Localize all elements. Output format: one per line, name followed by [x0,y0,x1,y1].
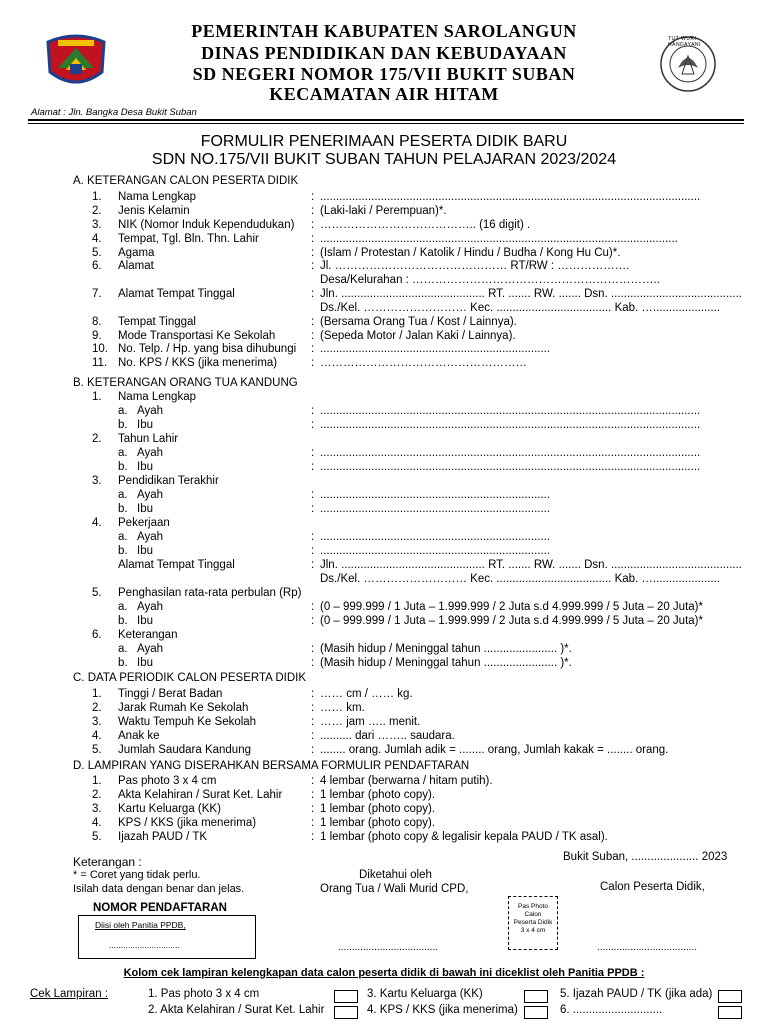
header-line-2: DINAS PENDIDIKAN DAN KEBUDAYAAN [201,43,567,63]
field-colon: : [311,461,315,473]
diisi-panitia: Diisi oleh Panitia PPDB, [95,920,186,930]
checkbox-kk[interactable] [524,990,548,1003]
field-label: No. KPS / KKS (jika menerima) [118,357,278,369]
row-number: 1. [92,391,102,403]
checkbox-lainnya[interactable] [718,1006,742,1019]
row-number: 1. [92,775,102,787]
cek-item-1: 1. Pas photo 3 x 4 cm [148,988,260,1000]
signature-calon: .................................... [597,942,698,953]
section-d-heading: D. LAMPIRAN YANG DISERAHKAN BERSAMA FORMULIR PENDAFTARAN [73,760,470,772]
field-label: Keterangan [118,629,178,641]
field-colon: : [311,702,315,714]
field-value[interactable]: 1 lembar (photo copy). [320,789,436,801]
field-colon: : [311,489,315,501]
field-label: Nama Lengkap [118,191,196,203]
checkbox-akta[interactable] [334,1006,358,1019]
field-label: Ibu [137,419,153,431]
row-number: 2. [92,433,102,445]
row-number: 6. [92,260,102,272]
cek-item-5: 5. Ijazah PAUD / TK (jika ada) [560,988,713,1000]
row-number: 2. [92,789,102,801]
field-label: No. Telp. / Hp. yang bisa dihubungi [118,343,297,355]
field-colon: : [311,419,315,431]
field-label: Jarak Rumah Ke Sekolah [118,702,249,714]
field-value[interactable]: (Sepeda Motor / Jalan Kaki / Lainnya). [320,330,516,342]
row-number: 2. [92,702,102,714]
field-value[interactable]: ....................................................................................................................... [320,191,701,203]
field-value[interactable]: ........................................................................ [320,545,551,557]
field-value[interactable]: ........................................................................ [320,343,551,355]
field-colon: : [311,205,315,217]
field-value[interactable]: …… km. [320,702,365,714]
field-value[interactable]: (Bersama Orang Tua / Kost / Lainnya). [320,316,517,328]
field-value[interactable]: Jln. ............................................. RT. ....... RW. ....... Dsn. ......................................... [320,288,742,300]
field-label: Akta Kelahiran / Surat Ket. Lahir [118,789,283,801]
field-label: Alamat Tempat Tinggal [118,559,235,571]
pas-photo-box [508,896,558,950]
field-value[interactable]: ........................................................................ [320,531,551,543]
sub-letter: a. [118,489,128,501]
field-value[interactable]: Desa/Kelurahan : ……………………………………………………….. [320,274,660,286]
keterangan-label: Keterangan : [73,855,142,869]
row-number: 4. [92,517,102,529]
sub-letter: b. [118,615,128,627]
field-label: Ibu [137,461,153,473]
field-value[interactable]: (0 – 999.999 / 1 Juta – 1.999.999 / 2 Juta s.d 4.999.999 / 5 Juta – 20 Juta)* [320,601,703,613]
row-number: 6. [92,629,102,641]
field-colon: : [311,775,315,787]
note-coret: * = Coret yang tidak perlu. [73,869,201,881]
field-colon: : [311,817,315,829]
field-label: Tinggi / Berat Badan [118,688,223,700]
sub-letter: b. [118,461,128,473]
row-number: 5. [92,744,102,756]
nomor-pendaftaran-label: NOMOR PENDAFTARAN [93,902,227,914]
field-value[interactable]: Jl. ……………………………………… RT/RW : ………………. [320,260,630,272]
section-c-heading: C. DATA PERIODIK CALON PESERTA DIDIK [73,672,307,684]
field-label: Ibu [137,615,153,627]
row-number: 5. [92,247,102,259]
field-value[interactable]: ........ orang. Jumlah adik = ........ orang, Jumlah kakak = ........ orang. [320,744,669,756]
field-colon: : [311,615,315,627]
cek-item-4: 4. KPS / KKS (jika menerima) [367,1004,518,1016]
field-label: Ibu [137,657,153,669]
cek-item-3: 3. Kartu Keluarga (KK) [367,988,483,1000]
field-colon: : [311,343,315,355]
field-label: Pas photo 3 x 4 cm [118,775,217,787]
field-colon: : [311,803,315,815]
header-divider-thin [28,123,744,124]
orangtua-label: Orang Tua / Wali Murid CPD, [320,883,469,895]
field-label: Ibu [137,545,153,557]
field-value[interactable]: …… jam ….. menit. [320,716,421,728]
field-label: Kartu Keluarga (KK) [118,803,221,815]
field-colon: : [311,716,315,728]
field-label: Pendidikan Terakhir [118,475,219,487]
field-colon: : [311,531,315,543]
field-colon: : [311,233,315,245]
row-number: 2. [92,205,102,217]
field-colon: : [311,330,315,342]
field-value[interactable]: 1 lembar (photo copy & legalisir kepala PAUD / TK asal). [320,831,608,843]
field-label: Nama Lengkap [118,391,196,403]
field-label: Ayah [137,601,164,613]
checkbox-kps[interactable] [524,1006,548,1019]
row-number: 5. [92,587,102,599]
field-value[interactable]: ....................................................................................................................... [320,405,701,417]
row-number: 4. [92,817,102,829]
field-colon: : [311,260,315,272]
sub-letter: a. [118,447,128,459]
field-label: KPS / KKS (jika menerima) [118,817,257,829]
field-label: Ayah [137,643,164,655]
field-label: Agama [118,247,155,259]
header-line-1: PEMERINTAH KABUPATEN SAROLANGUN [191,21,577,41]
cek-item-2: 2. Akta Kelahiran / Surat Ket. Lahir [148,1004,325,1016]
sub-letter: a. [118,405,128,417]
field-label: NIK (Nomor Induk Kependudukan) [118,219,295,231]
field-label: Anak ke [118,730,160,742]
row-number: 10. [92,343,108,355]
field-label: Tempat Tinggal [118,316,196,328]
field-label: Ayah [137,447,164,459]
field-label: Ijazah PAUD / TK [118,831,208,843]
field-label: Penghasilan rata-rata perbulan (Rp) [118,587,302,599]
header-divider [28,119,744,121]
diisi-dots: .............................. [109,940,180,950]
row-number: 3. [92,803,102,815]
row-number: 3. [92,219,102,231]
field-value[interactable]: 4 lembar (berwarna / hitam putih). [320,775,493,787]
field-value[interactable]: 1 lembar (photo copy). [320,803,436,815]
kolom-cek-heading: Kolom cek lampiran kelengkapan data calon peserta didik di bawah ini diceklist oleh Panitia PPDB : [123,967,645,979]
field-colon: : [311,831,315,843]
field-value[interactable]: …… cm / …… kg. [320,688,413,700]
field-value[interactable]: ........................................................................ [320,489,551,501]
form-title-line-1: FORMULIR PENERIMAAN PESERTA DIDIK BARU [200,133,568,150]
field-label: Ibu [137,503,153,515]
field-value[interactable]: ................................................................................................................ [320,233,678,245]
field-value[interactable]: 1 lembar (photo copy). [320,817,436,829]
photo-text-1: Pas Photo [518,903,548,910]
row-number: 8. [92,316,102,328]
field-value[interactable]: Ds./Kel. ……………………… Kec. .................................... Kab. …..................... [320,302,721,314]
field-value[interactable]: Jln. ............................................. RT. ....... RW. ....... Dsn. ......................................... [320,559,742,571]
header-line-3: SD NEGERI NOMOR 175/VII BUKIT SUBAN [192,64,576,84]
field-value[interactable]: ....................................................................................................................... [320,447,701,459]
row-number: 7. [92,288,102,300]
field-value[interactable]: (Islam / Protestan / Katolik / Hindu / Budha / Kong Hu Cu)*. [320,247,621,259]
field-colon: : [311,657,315,669]
sub-letter: b. [118,545,128,557]
row-number: 4. [92,233,102,245]
field-colon: : [311,503,315,515]
checkbox-pas-photo[interactable] [334,990,358,1003]
row-number: 3. [92,475,102,487]
field-colon: : [311,601,315,613]
sub-letter: b. [118,503,128,515]
field-value[interactable]: .......... dari …….. saudara. [320,730,455,742]
field-label: Ayah [137,489,164,501]
nomor-pendaftaran-box[interactable] [78,915,256,959]
field-value[interactable]: Ds./Kel. ……………………… Kec. .................................... Kab. …..................... [320,573,721,585]
sub-letter: a. [118,531,128,543]
field-label: Ayah [137,405,164,417]
field-colon: : [311,288,315,300]
cek-lampiran-label: Cek Lampiran : [30,988,108,1000]
calon-label: Calon Peserta Didik, [600,881,705,893]
field-colon: : [311,447,315,459]
row-number: 9. [92,330,102,342]
field-value[interactable]: (Masih hidup / Meninggal tahun ....................... )*. [320,643,572,655]
field-colon: : [311,545,315,557]
field-value[interactable]: ………………………………….. (16 digit) . [320,219,531,231]
sub-letter: a. [118,601,128,613]
note-isilah: Isilah data dengan benar dan jelas. [73,883,245,895]
field-label: Ayah [137,531,164,543]
row-number: 4. [92,730,102,742]
sub-letter: b. [118,419,128,431]
field-colon: : [311,316,315,328]
diketahui-label: Diketahui oleh [359,869,432,881]
row-number: 1. [92,688,102,700]
field-label: Alamat [118,260,154,272]
row-number: 3. [92,716,102,728]
field-colon: : [311,191,315,203]
right-logo-text: TUT WURI HANDAYANI [668,36,701,48]
field-colon: : [311,688,315,700]
field-value[interactable]: ……………………………………………… [320,357,527,369]
field-label: Alamat Tempat Tinggal [118,288,235,300]
field-label: Tahun Lahir [118,433,179,445]
photo-text-4: 3 x 4 cm [520,927,546,934]
field-colon: : [311,219,315,231]
header-line-4: KECAMATAN AIR HITAM [269,84,499,104]
row-number: 11. [92,357,108,369]
field-value[interactable]: (0 – 999.999 / 1 Juta – 1.999.999 / 2 Juta s.d 4.999.999 / 5 Juta – 20 Juta)* [320,615,703,627]
field-colon: : [311,559,315,571]
cek-item-6: 6. ............................ [560,1004,663,1016]
field-colon: : [311,247,315,259]
field-colon: : [311,643,315,655]
field-label: Mode Transportasi Ke Sekolah [118,330,276,342]
row-number: 1. [92,191,102,203]
photo-text-3: Peserta Didik [513,919,553,926]
row-number: 5. [92,831,102,843]
section-a-heading: A. KETERANGAN CALON PESERTA DIDIK [73,175,299,187]
school-address: Alamat : Jln. Bangka Desa Bukit Suban [31,107,197,118]
field-colon: : [311,744,315,756]
place-date: Bukit Suban, ..................... 2023 [563,851,728,863]
sub-letter: a. [118,643,128,655]
field-label: Waktu Tempuh Ke Sekolah [118,716,257,728]
field-colon: : [311,405,315,417]
field-label: Tempat, Tgl. Bln. Thn. Lahir [118,233,259,245]
field-label: Jumlah Saudara Kandung [118,744,251,756]
field-value[interactable]: (Masih hidup / Meninggal tahun ....................... )*. [320,657,572,669]
sub-letter: b. [118,657,128,669]
field-value[interactable]: ....................................................................................................................... [320,419,701,431]
form-title-line-2: SDN NO.175/VII BUKIT SUBAN TAHUN PELAJARAN 2023/2024 [151,151,617,168]
checkbox-ijazah[interactable] [718,990,742,1003]
photo-text-2: Calon [524,911,542,918]
field-colon: : [311,789,315,801]
field-colon: : [311,730,315,742]
field-value[interactable]: ........................................................................ [320,503,551,515]
signature-orangtua: .................................... [338,942,439,953]
field-label: Pekerjaan [118,517,170,529]
field-value[interactable]: (Laki-laki / Perempuan)*. [320,205,447,217]
section-b-heading: B. KETERANGAN ORANG TUA KANDUNG [73,377,298,389]
field-label: Jenis Kelamin [118,205,190,217]
field-colon: : [311,357,315,369]
field-value[interactable]: ....................................................................................................................... [320,461,701,473]
